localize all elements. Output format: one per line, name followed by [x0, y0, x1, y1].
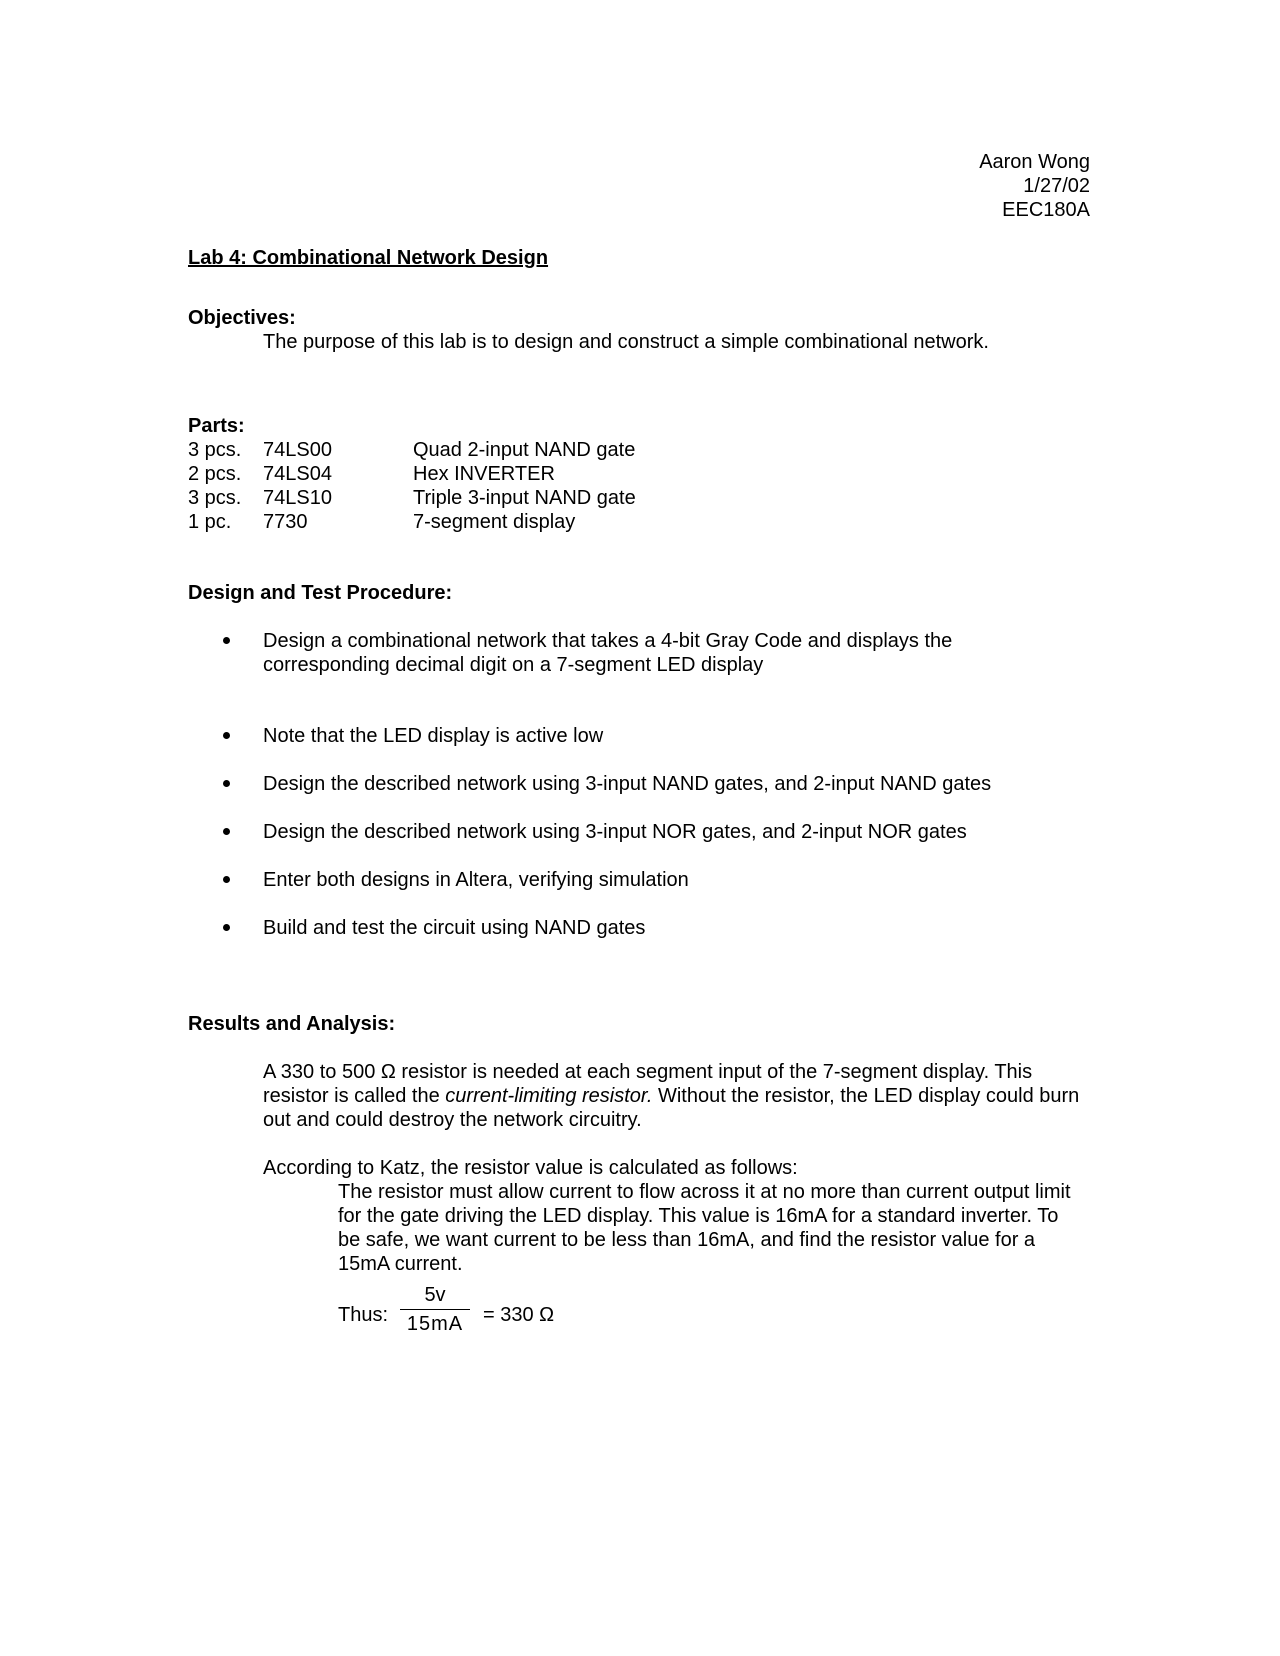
- formula-numerator: 5v: [424, 1284, 446, 1306]
- part-number: 74LS04: [263, 463, 332, 485]
- course-code: EEC180A: [1002, 199, 1090, 221]
- parts-list: [188, 438, 788, 534]
- bullet-icon: [223, 637, 230, 644]
- results-emphasis: current-limiting resistor.: [445, 1085, 653, 1107]
- objectives-heading: Objectives:: [188, 307, 296, 329]
- results-heading: Results and Analysis:: [188, 1013, 396, 1035]
- parts-row: [188, 438, 788, 462]
- procedure-item-text: Build and test the circuit using NAND gates: [263, 917, 646, 939]
- procedure-item-text: Design a combinational network that takes a 4-bit Gray Code and displays the corresponding decimal digit on a 7-segment LED display: [263, 630, 953, 676]
- part-description: Hex INVERTER: [413, 463, 555, 485]
- procedure-item-text: Design the described network using 3-input NOR gates, and 2-input NOR gates: [263, 821, 967, 843]
- bullet-icon: [223, 828, 230, 835]
- results-paragraph-2: According to Katz, the resistor value is calculated as follows:: [263, 1157, 798, 1179]
- parts-row: [188, 510, 788, 534]
- objectives-text: The purpose of this lab is to design and construct a simple combinational network.: [263, 331, 989, 353]
- document-header: [979, 150, 1090, 222]
- parts-row: [188, 486, 788, 510]
- bullet-icon: [223, 924, 230, 931]
- procedure-item-text: Note that the LED display is active low: [263, 725, 604, 747]
- formula-prefix: Thus:: [338, 1304, 389, 1326]
- fraction-bar: [400, 1309, 470, 1310]
- part-quantity: 1 pc.: [188, 511, 232, 533]
- author-name: Aaron Wong: [979, 151, 1090, 173]
- part-quantity: 3 pcs.: [188, 487, 242, 509]
- results-paragraph-1: [263, 1060, 1083, 1132]
- part-quantity: 3 pcs.: [188, 439, 242, 461]
- part-number: 74LS10: [263, 487, 332, 509]
- procedure-item-text: Design the described network using 3-input NAND gates, and 2-input NAND gates: [263, 773, 992, 795]
- results-text: Without the resistor, the LED display could burn out and could destroy the network circuitry.: [263, 1085, 1080, 1131]
- parts-heading: Parts:: [188, 415, 245, 437]
- part-description: 7-segment display: [413, 511, 576, 533]
- procedure-item-text: Enter both designs in Altera, verifying simulation: [263, 869, 689, 891]
- bullet-icon: [223, 780, 230, 787]
- part-quantity: 2 pcs.: [188, 463, 242, 485]
- document-title: Lab 4: Combinational Network Design: [188, 247, 549, 269]
- part-description: Quad 2-input NAND gate: [413, 439, 636, 461]
- resistor-formula: [338, 1283, 738, 1343]
- part-description: Triple 3-input NAND gate: [413, 487, 636, 509]
- formula-result: = 330 Ω: [483, 1304, 555, 1326]
- procedure-heading: Design and Test Procedure:: [188, 582, 453, 604]
- parts-row: [188, 462, 788, 486]
- document-date: 1/27/02: [1023, 175, 1090, 197]
- results-paragraph-3: The resistor must allow current to flow across it at no more than current output limit for the gate driving the LED display. This value is 16mA for a standard inverter. To be safe, we want current to be less than 16mA, and find the resistor value for a 15mA current.: [338, 1181, 1071, 1275]
- part-number: 7730: [263, 511, 308, 533]
- formula-fraction: [400, 1283, 470, 1336]
- part-number: 74LS00: [263, 439, 332, 461]
- bullet-icon: [223, 876, 230, 883]
- bullet-icon: [223, 732, 230, 739]
- formula-denominator: 15mA: [406, 1313, 464, 1335]
- results-text: A 330 to 500 Ω resistor is needed at each segment input of the 7-segment display. This resistor is called the: [263, 1061, 1033, 1107]
